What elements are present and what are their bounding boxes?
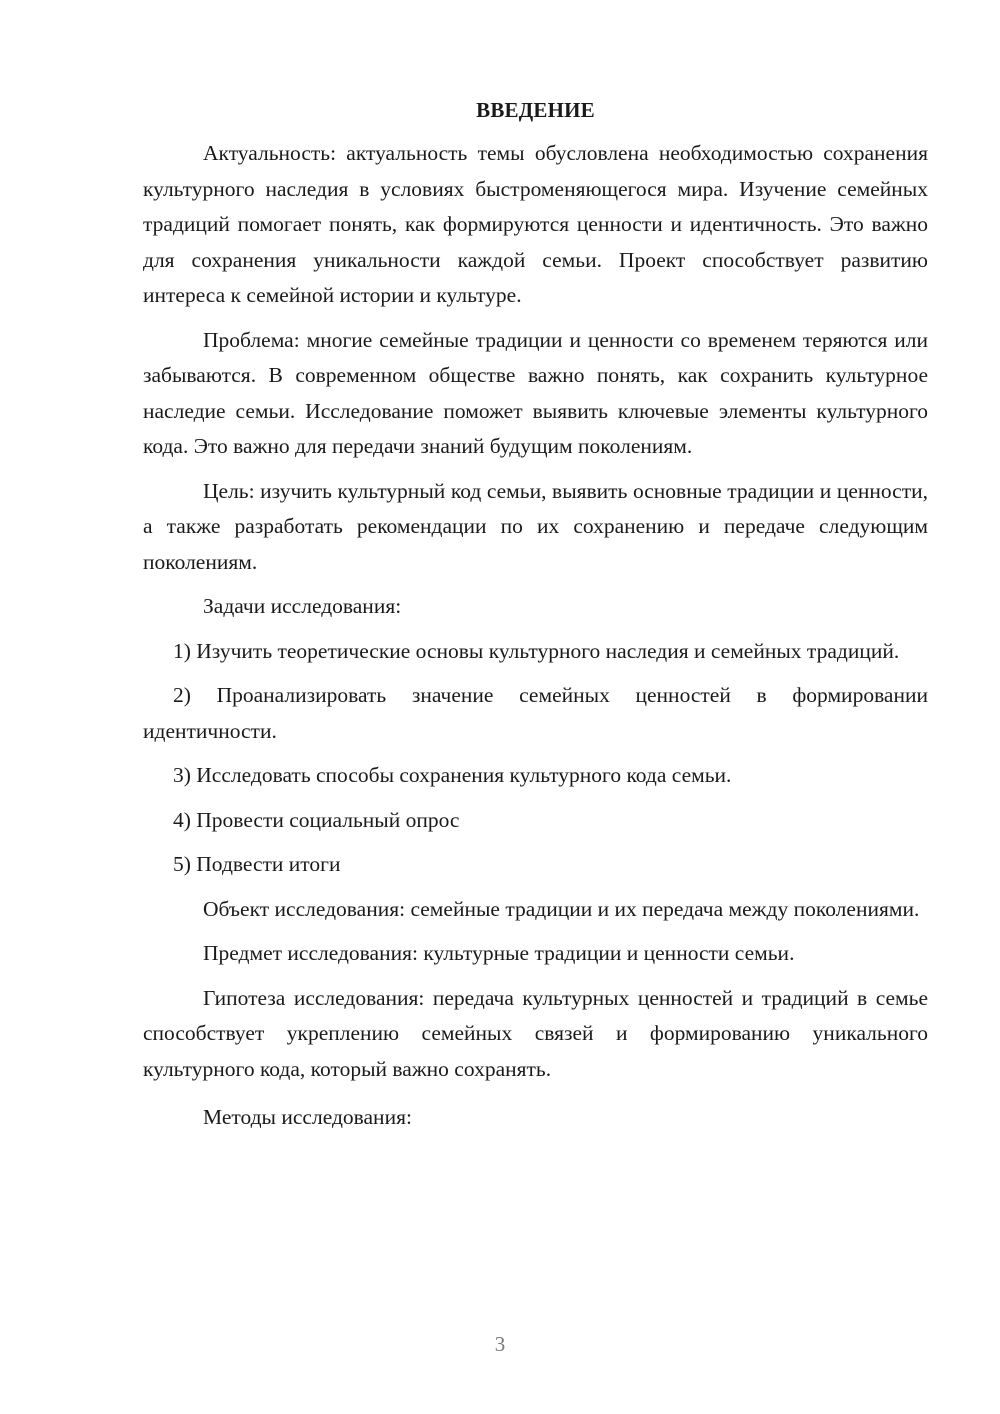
document-page (143, 95, 928, 1145)
tasks-heading: Задачи исследования: (203, 594, 402, 618)
relevance-paragraph: Актуальность: актуальность темы обусловлена необходимостью сохранения культурного наследия в условиях быстроменяющегося мира. Изучение семейных традиций помогает понять, как формируются ценности и идентичность. Это важно для сохранения уникальности каждой семьи. Проект способствует развитию интереса к семейной истории и культуре. (143, 141, 928, 307)
page-number: 3 (494, 1332, 506, 1356)
subject-paragraph: Предмет исследования: культурные традиции и ценности семьи. (203, 941, 795, 965)
page-title: ВВЕДЕНИЕ (476, 98, 595, 122)
list-item: 3) Исследовать способы сохранения культурного кода семьи. (173, 763, 732, 787)
goal-paragraph: Цель: изучить культурный код семьи, выявить основные традиции и ценности, а также разработать рекомендации по их сохранению и передаче следующим поколениям. (143, 478, 928, 574)
list-item: 5) Подвести итоги (173, 852, 341, 876)
problem-paragraph: Проблема: многие семейные традиции и ценности со временем теряются или забываются. В современном обществе важно понять, как сохранить культурное наследие семьи. Исследование поможет выявить ключевые элементы культурного кода. Это важно для передачи знаний будущим поколениям. (143, 327, 928, 458)
list-item: 4) Провести социальный опрос (173, 807, 460, 832)
tasks-list (143, 634, 928, 883)
list-item: 1) Изучить теоретические основы культурного наследия и семейных традиций. (173, 638, 900, 663)
hypothesis-paragraph: Гипотеза исследования: передача культурных ценностей и традиций в семье способствует укреплению семейных связей и формированию уникального культурного кода, который важно сохранять. (143, 985, 928, 1081)
list-item: 2) Проанализировать значение семейных ценностей в формировании идентичности. (143, 683, 928, 743)
methods-heading: Методы исследования: (203, 1105, 412, 1129)
object-paragraph: Объект исследования: семейные традиции и их передача между поколениями. (203, 896, 920, 921)
